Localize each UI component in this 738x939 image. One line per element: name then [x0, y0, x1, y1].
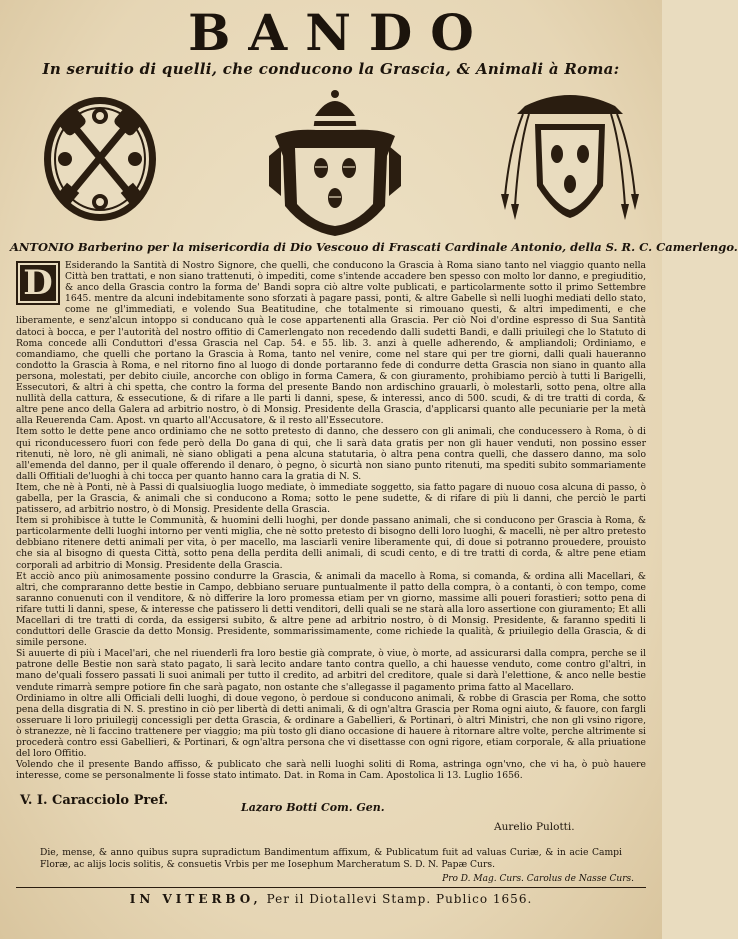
- dropcap-letter: D: [16, 261, 60, 305]
- printer-imprint: [10, 892, 652, 906]
- body-paragraph: Item, che nè à Ponti, nè à Passi di qualsiuoglia luogo mediate, ò immediate soggetto, sia fatto pagare di nuouo cosa alcuna di passo, ò gabella, per la Grascia, & animali che si conducono a Roma; sotto le pene sudette, & di rifare di più li danni, che perciò le parti patissero, ad arbitrio nostro, ò di Monsig. Presidente della Grascia.: [16, 481, 646, 516]
- emblems-row: [10, 86, 652, 236]
- signature-commissary: Lazaro Botti Com. Gen.: [241, 801, 385, 815]
- body-paragraph: Item si prohibisce à tutte le Communità, & huomini delli luoghi, per donde passano animali, che si conducono per Grascia à Roma, & particolarmente delli luoghi intorno per venti miglia, che nè sotto pretesto di bisogno delli loro luoghi, & macelli, nè per altro pretesto debbiano ritenere detti animali per vita, ò per macello, ma lasciarli venire liberamente qui, di doue si potranno prouedere, prouisto che sia al bisogno di questa Città, sotto pena della perdita delli animali, di scudi cento, e di tre tratti di corda, & altre pene etiam corporali ad arbitrio di Monsig. Presidente della Grascia.: [16, 515, 646, 571]
- author-line: ANTONIO Barberino per la misericordia di Dio Vescouo di Frascati Cardinale Antonio, della S. R. C. Camerlengo.: [10, 240, 738, 254]
- pro-line: Pro D. Mag. Curs. Carolus de Nasse Curs.: [442, 873, 634, 884]
- imprint-printer: Per il Diotallevi Stamp. Publico 1656.: [266, 891, 533, 906]
- imprint-city: IN VITERBO,: [129, 891, 262, 906]
- page-title: BANDO: [188, 3, 492, 62]
- page-subtitle: In seruitio di quelli, che conducono la Grascia, & Animali à Roma:: [42, 60, 620, 78]
- body-paragraph: Et acciò anco più animosamente possino condurre la Grascia, & animali da macello à Roma, si comanda, & ordina alli Macellari, & altri, che compraranno dette bestie in Campo, debbiano seruare puntualmente il patto della compra, ò a contanti, ò con tempo, come saranno conuenuti con il venditore, & nò differire la loro promessa etiam per vn giorno, massime alli poueri forastieri; sotto pena di rifare tutti li danni, spese, & interesse che patissero li detti venditori, delli quali se ne starà alla loro assertione con giuramento; Et alli Macellari di tre tratti di corda, da essigersi subito, & altre pene ad arbitrio nostro, ò di Monsig. Presidente, & faranno spediti li conduttori delle Grascie da detto Monsig. Presidente, sommarissimamente, come richiede la qualità, & priuilegio della Grascia, & di simile persone.: [16, 570, 646, 649]
- signatures: [16, 787, 646, 847]
- publication-declaration: Die, mense, & anno quibus supra supradictum Bandimentum affixum, & Publicatum fuit ad valuas Curiæ, & in acie Campi Floræ, ac alijs locis solitis, & consuetis Vrbis per me Iosephum Marcheratum S. D. N. Papæ Curs.: [40, 847, 622, 870]
- body-paragraph: Volendo che il presente Bando affisso, & publicato che sarà nelli luoghi soliti di Roma, astringa ogn'vno, che vi ha, ò può hauere interesse, come se personalmente li fosse stato intimato. Dat. in Roma in Cam. Apostolica li 13. Luglio 1656.: [16, 759, 646, 782]
- papal-tiara-bees-emblem-icon: [265, 86, 405, 236]
- cardinal-hat-emblem-icon: [495, 86, 645, 236]
- papal-keys-emblem-icon: [40, 94, 160, 224]
- signature-prefect: V. I. Caracciolo Pref.: [20, 793, 169, 809]
- body-paragraph: Ordiniamo in oltre alli Officiali delli luoghi, di doue vegono, ò perdoue si conducono animali, & robbe di Grascia per Roma, che sotto pena della disgratia di N. S. prestino in ciò per libertà di detti animali, & di ogn'altra Grascia per Roma ogni aiuto, & fauore, con fargli osseruare li loro priuilegij concessigli per detta Grascia, & ordinare a Gabellieri, & Portinari, ò altri Ministri, che non gli vsino rigore, ò stranezze, nè li faccino trattenere per viaggio; ma più tosto gli diano occasione di hauere à ritornare altre volte, perche altrimente si procederà contro essi Gabellieri, & Portinari, & ogn'altra persona che vi disettasse con ogni rigore, etiam corporale, & alla priuatione del loro Offitio.: [16, 692, 646, 760]
- body-paragraph: Esiderando la Santità di Nostro Signore, che quelli, che conducono la Grascia à Roma siano tanto nel viaggio quanto nella Città ben trattati, e non siano trattenuti, ò impediti, come s'intende accadere ben spesso con molto lor danno, e pregiuditio, & anco della Grascia contro la forma de' Bandi sopra ciò altre volte publicati, e particolarmente sotto il primo Settembre 1645. mentre da alcuni indebitamente sono sforzati à pagare passi, ponti, & altre Gabelle sì nelli luoghi mediati dello stato, come ne gl'immediati, e volendo Sua Beatitudine, che totalmente si rimouano questi, & altri impedimenti, e che liberamente, e senz'alcun intoppo si conducano quà le cose appartenenti alla Grascia. Per ciò Noi d'ordine espresso di Sua Santità datoci à bocca, e per l'autorità del nostro offitio di Camerlengato non recedendo dalli sudetti Bandi, e dalli priuilegi che lo Statuto di Roma concede alli Conduttori d'essa Grascia nel Cap. 54. e 55. lib. 3. anzi à quelle adherendo, & ampliandoli; Ordiniamo, e comandiamo, che quelli che portano la Grascia à Roma, tanto nel venire, come nel stare qui per tre giorni, dalli quali haueranno condotto la Grascia à Roma, e nel ritorno fino al luogo di donde portaranno fede di condurre detta Grascia non siano in quanto alla persona, molestati, per debito ciuile, ancorche con obligo in forma Camera, & con giuramento, prohibiamo perciò à tutti li Barigelli, Essecutori, & altri à chi spetta, che contro la forma del presente Bando non ardischino grauarli, ò molestarli, sotto pena, oltre alla nullità della cattura, & essecutione, & di rifare a lle parti li danni, spese, & interessi, anco di 500. scudi, & di tre tratti di corda, & altre pene anco della Galera ad arbitrio nostro, ò di Monsig. Presidente della Grascia, d'applicarsi quanto alle pecuniarie per la metà alla Reuerenda Cam. Apost. vn quarto all'Accusatore, & il resto all'Essecutore.: [16, 260, 646, 427]
- proclamation-body: [16, 260, 646, 781]
- body-paragraph: Si auuerte di più i Macel'ari, che nel riuenderli fra loro bestie già comprate, ò viue, ò morte, ad assicurarsi dalla compra, perche se il patrone delle Bestie non sarà stato pagato, li sarà lecito andare tanto contra quello, a chi hauesse venduto, come contro gl'altri, in mano de'quali fossero passati li suoi animali per tutto il credito, ad arbitri del creditore, quale si darà l'elettione, & anco nelle bestie vendute rimarrà sempre potiore fin che sarà pagato, non ostante che s'allegasse il pagamento prima fatto al Macellaro.: [16, 648, 646, 693]
- body-paragraph: Item sotto le dette pene anco ordiniamo che ne sotto pretesto di danno, che dessero con gli animali, che conducessero à Roma, ò di qui riconducessero fuori con fede però della Do gana di qui, che li sarà data gratis per non gli hauer venduti, non possino esser ritenuti, nè loro, nè gli animali, nè siano obligati a pena alcuna statutaria, ò altra pena contra quelli, che dassero danno, ma solo all'emenda del danno, per il quale offerendo il denaro, ò pegno, ò sicurtà non siano punto ritenuti, ma spediti subito sommariamente dalli Offitiali de'luoghi à chi tocca per quanto hanno cara la gratia di N. S.: [16, 426, 646, 482]
- divider: [16, 887, 646, 888]
- signature-cursor: Aurelio Pulotti.: [494, 821, 575, 834]
